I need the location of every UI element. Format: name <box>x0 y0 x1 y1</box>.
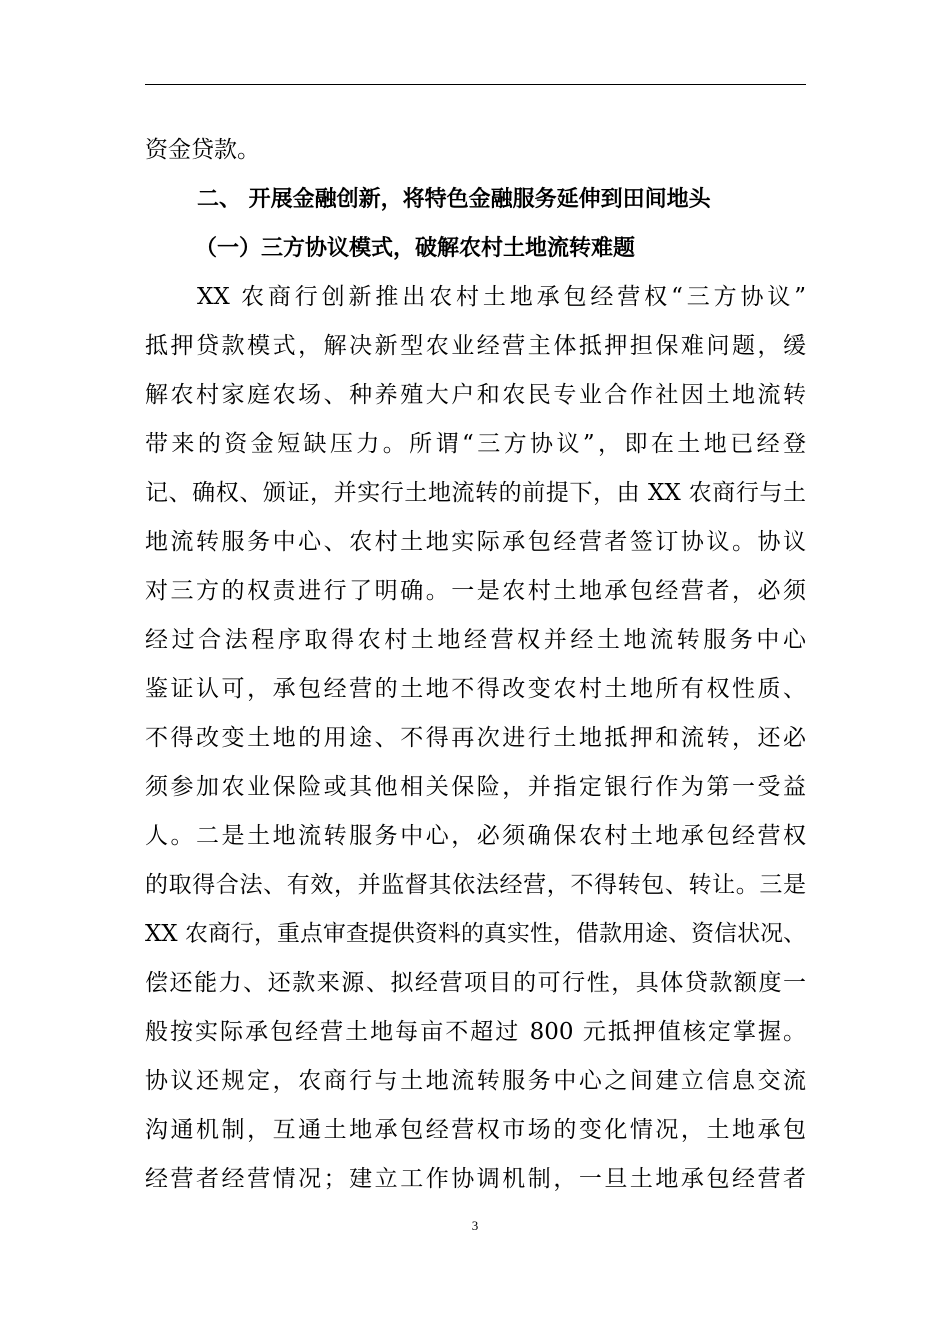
paragraph-line: XX 农商行创新推出农村土地承包经营权“三方协议” <box>197 284 806 310</box>
paragraph-line: 抵押贷款模式，解决新型农业经营主体抵押担保难问题，缓 <box>145 333 806 359</box>
paragraph-line: 协议还规定，农商行与土地流转服务中心之间建立信息交流 <box>145 1068 806 1094</box>
paragraph-line: 人。二是土地流转服务中心，必须确保农村土地承包经营权 <box>145 823 806 849</box>
paragraph-line: 对三方的权责进行了明确。一是农村土地承包经营者，必须 <box>145 578 806 604</box>
paragraph-line: 经过合法程序取得农村土地经营权并经土地流转服务中心 <box>145 627 806 653</box>
paragraph-line: 不得改变土地的用途、不得再次进行土地抵押和流转，还必 <box>145 725 806 751</box>
paragraph-line: 的取得合法、有效，并监督其依法经营，不得转包、转让。三是 <box>145 872 806 898</box>
document-body <box>145 126 806 1204</box>
paragraph-line: 带来的资金短缺压力。所谓“三方协议”，即在土地已经登 <box>145 431 806 457</box>
section-heading: 二、 开展金融创新，将特色金融服务延伸到田间地头 <box>197 187 711 212</box>
header-rule <box>145 84 806 85</box>
paragraph-line: 偿还能力、还款来源、拟经营项目的可行性，具体贷款额度一 <box>145 970 806 996</box>
page-number: 3 <box>471 1218 479 1233</box>
paragraph-line: 须参加农业保险或其他相关保险，并指定银行作为第一受益 <box>145 774 806 800</box>
paragraph-line: 解农村家庭农场、种养殖大户和农民专业合作社因土地流转 <box>145 382 806 408</box>
paragraph-line: XX 农商行，重点审查提供资料的真实性，借款用途、资信状况、 <box>145 921 806 947</box>
paragraph-line: 般按实际承包经营土地每亩不超过 800 元抵押值核定掌握。 <box>145 1019 806 1045</box>
paragraph-line: 经营者经营情况；建立工作协调机制，一旦土地承包经营者 <box>145 1166 806 1192</box>
paragraph-line: 地流转服务中心、农村土地实际承包经营者签订协议。协议 <box>145 529 806 555</box>
paragraph-line: 资金贷款。 <box>145 137 260 163</box>
paragraph-line: 沟通机制，互通土地承包经营权市场的变化情况，土地承包 <box>145 1117 806 1143</box>
paragraph-line: 鉴证认可，承包经营的土地不得改变农村土地所有权性质、 <box>145 676 806 702</box>
paragraph-line: 记、确权、颁证，并实行土地流转的前提下，由 XX 农商行与土 <box>145 480 806 506</box>
subsection-heading: （一）三方协议模式，破解农村土地流转难题 <box>195 236 636 261</box>
